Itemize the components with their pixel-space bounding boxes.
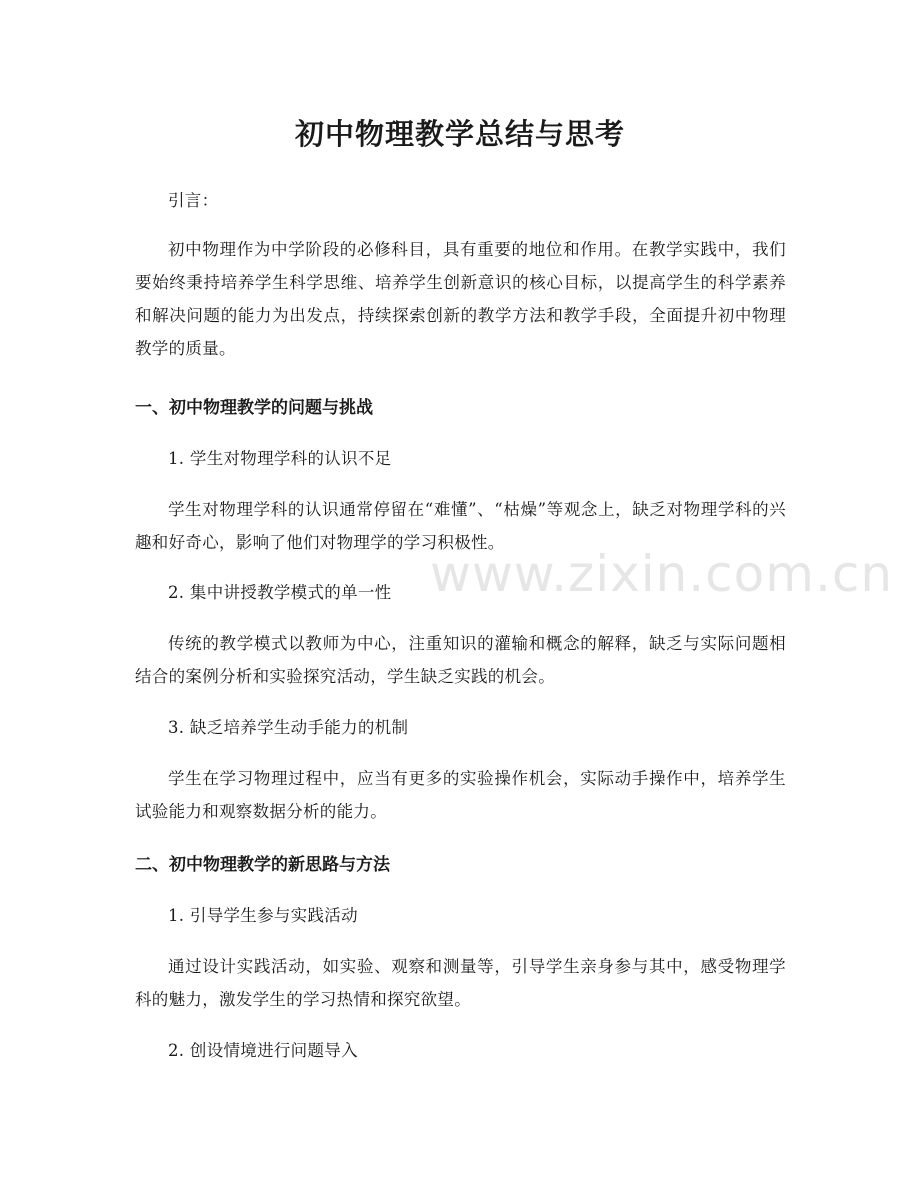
section-2-item-2-title: 2. 创设情境进行问题导入 xyxy=(168,1041,358,1060)
section-1-item-1-title: 1. 学生对物理学科的认识不足 xyxy=(168,449,392,468)
section-heading-2: 二、初中物理教学的新思路与方法 xyxy=(135,855,390,875)
section-1-item-2-text: 传统的教学模式以教师为中心，注重知识的灌输和概念的解释，缺乏与实际问题相结合的案例分析和实验探究活动，学生缺乏实践的机会。 xyxy=(135,634,786,686)
section-2-item-1-title: 1. 引导学生参与实践活动 xyxy=(168,906,358,925)
section-1-item-1-text: 学生对物理学科的认识通常停留在“难懂”、“枯燥”等观念上，缺乏对物理学科的兴趣和好奇心，影响了他们对物理学的学习积极性。 xyxy=(135,500,786,552)
intro-paragraph: 初中物理作为中学阶段的必修科目，具有重要的地位和作用。在教学实践中，我们要始终秉持培养学生科学思维、培养学生创新意识的核心目标，以提高学生的科学素养和解决问题的能力为出发点，持续探索创新的教学方法和教学手段，全面提升初中物理教学的质量。 xyxy=(135,240,786,358)
section-1-item-2-title: 2. 集中讲授教学模式的单一性 xyxy=(168,583,392,602)
section-1-item-3-text: 学生在学习物理过程中，应当有更多的实验操作机会，实际动手操作中，培养学生试验能力和观察数据分析的能力。 xyxy=(135,769,786,821)
section-heading-1: 一、初中物理教学的问题与挑战 xyxy=(135,398,373,418)
section-1-item-3-title: 3. 缺乏培养学生动手能力的机制 xyxy=(168,718,409,737)
intro-label: 引言： xyxy=(168,191,219,210)
section-2-item-1-text: 通过设计实践活动，如实验、观察和测量等，引导学生亲身参与其中，感受物理学科的魅力，激发学生的学习热情和探究欲望。 xyxy=(135,957,786,1009)
document-title: 初中物理教学总结与思考 xyxy=(294,117,625,151)
watermark: www.zixin.com.cn xyxy=(430,545,894,603)
